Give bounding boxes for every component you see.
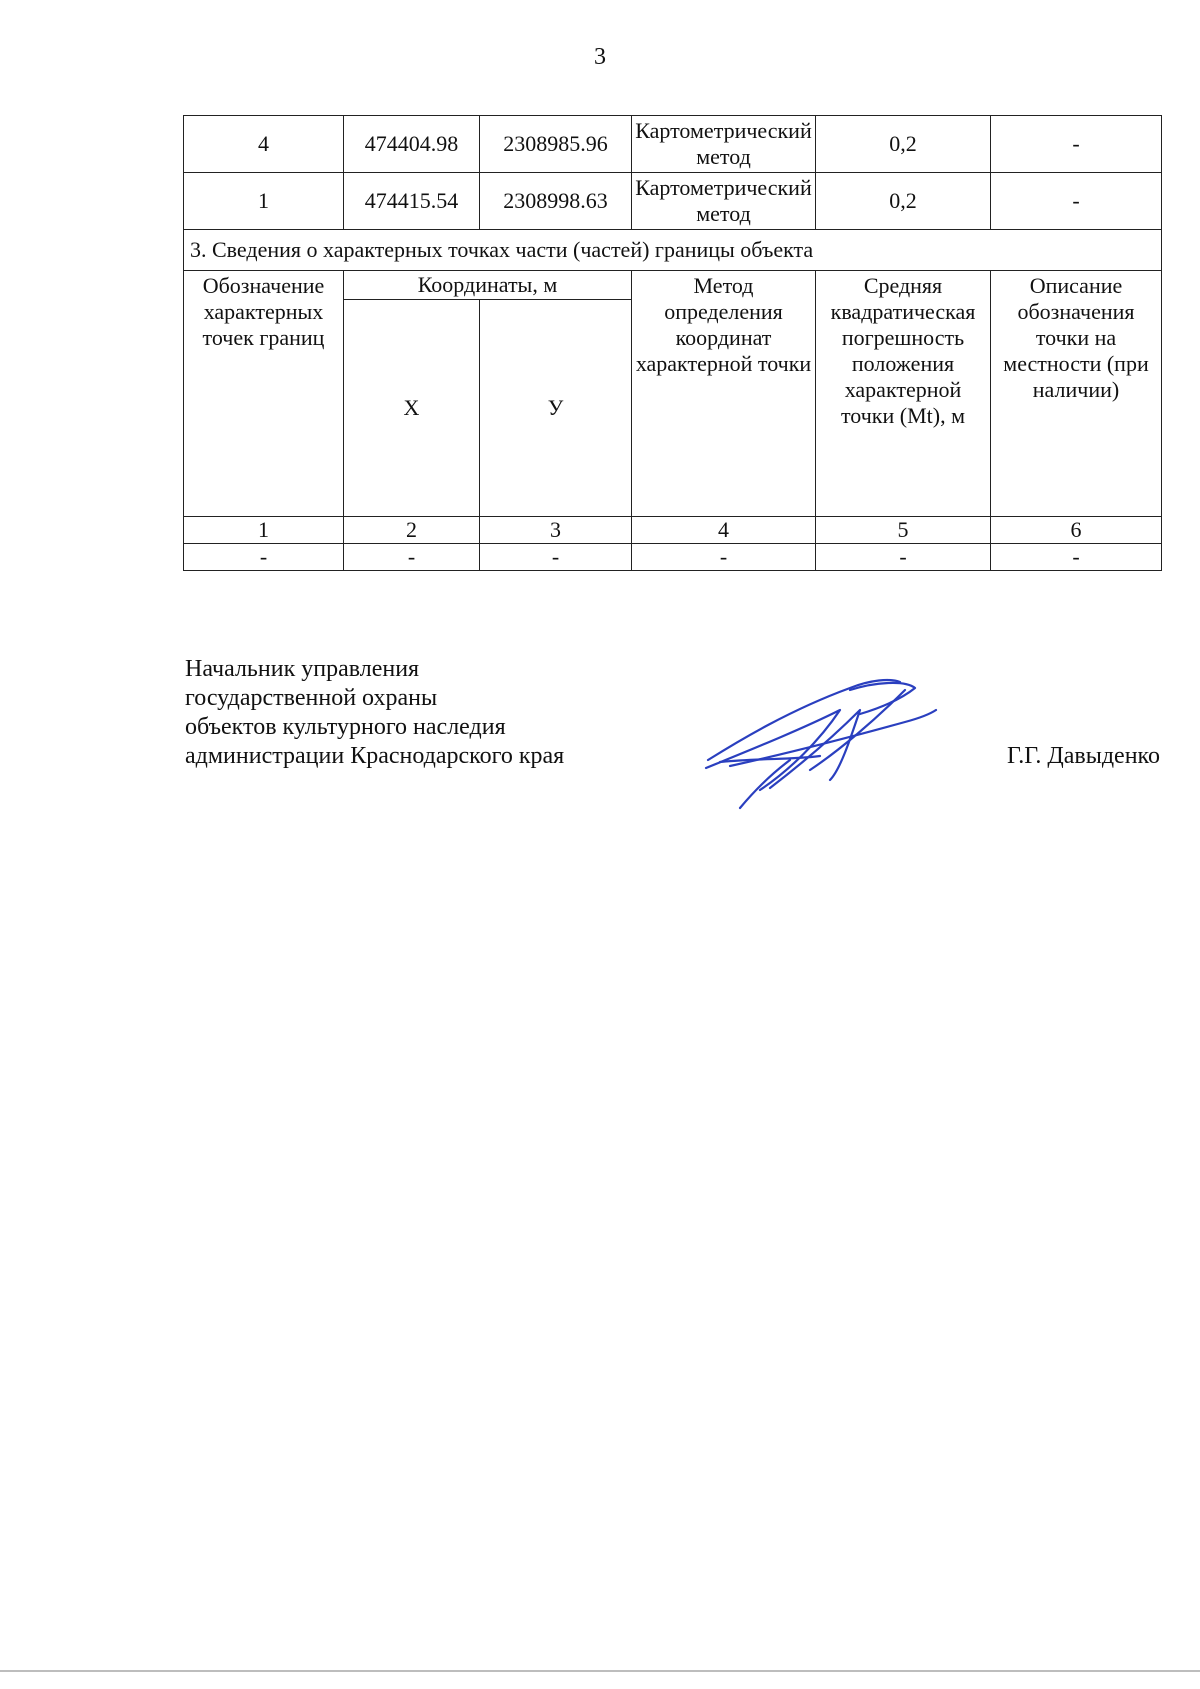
description-cell: -: [991, 173, 1162, 230]
y-header: У: [480, 300, 632, 517]
signatory-name: Г.Г. Давыденко: [1007, 743, 1160, 769]
section-title: 3. Сведения о характерных точках части (частей) границы объекта: [184, 230, 1162, 271]
handwritten-signature: [700, 670, 940, 810]
empty-cell: -: [991, 544, 1162, 571]
table-row: [184, 544, 1162, 571]
description-cell: -: [991, 116, 1162, 173]
column-number: 2: [344, 517, 480, 544]
coordinates-header: Координаты, м: [344, 271, 632, 300]
empty-cell: -: [816, 544, 991, 571]
page-number: 3: [594, 44, 606, 70]
column-number: 1: [184, 517, 344, 544]
point-cell: 4: [184, 116, 344, 173]
column-number: 6: [991, 517, 1162, 544]
empty-cell: -: [480, 544, 632, 571]
point-cell: 1: [184, 173, 344, 230]
column-number: 5: [816, 517, 991, 544]
empty-cell: -: [632, 544, 816, 571]
y-cell: 2308985.96: [480, 116, 632, 173]
method-cell: Картометрический метод: [632, 173, 816, 230]
x-cell: 474415.54: [344, 173, 480, 230]
accuracy-cell: 0,2: [816, 116, 991, 173]
table-row: [184, 173, 1162, 230]
signatory-title-line: администрации Краснодарского края: [185, 743, 565, 769]
x-cell: 474404.98: [344, 116, 480, 173]
page-edge-line: [0, 1670, 1200, 1672]
signatory-title-line: Начальник управления: [185, 656, 420, 682]
table-row: [184, 116, 1162, 173]
empty-cell: -: [184, 544, 344, 571]
x-header: Х: [344, 300, 480, 517]
method-header: Метод определения координат характерной точки: [632, 271, 816, 517]
column-number: 3: [480, 517, 632, 544]
section-title-row: [184, 230, 1162, 271]
coordinates-table: [183, 115, 1162, 571]
column-numbers-row: [184, 517, 1162, 544]
empty-cell: -: [344, 544, 480, 571]
column-number: 4: [632, 517, 816, 544]
signature-block: [185, 655, 1160, 805]
accuracy-header: Средняя квадратическая погрешность положения характерной точки (Mt), м: [816, 271, 991, 517]
signatory-title-line: государственной охраны: [185, 685, 438, 711]
signatory-title-line: объектов культурного наследия: [185, 714, 506, 740]
header-row: [184, 271, 1162, 300]
method-cell: Картометрический метод: [632, 116, 816, 173]
description-header: Описание обозначения точки на местности (при наличии): [991, 271, 1162, 517]
y-cell: 2308998.63: [480, 173, 632, 230]
designation-header: Обозначение характерных точек границ: [184, 271, 344, 517]
accuracy-cell: 0,2: [816, 173, 991, 230]
